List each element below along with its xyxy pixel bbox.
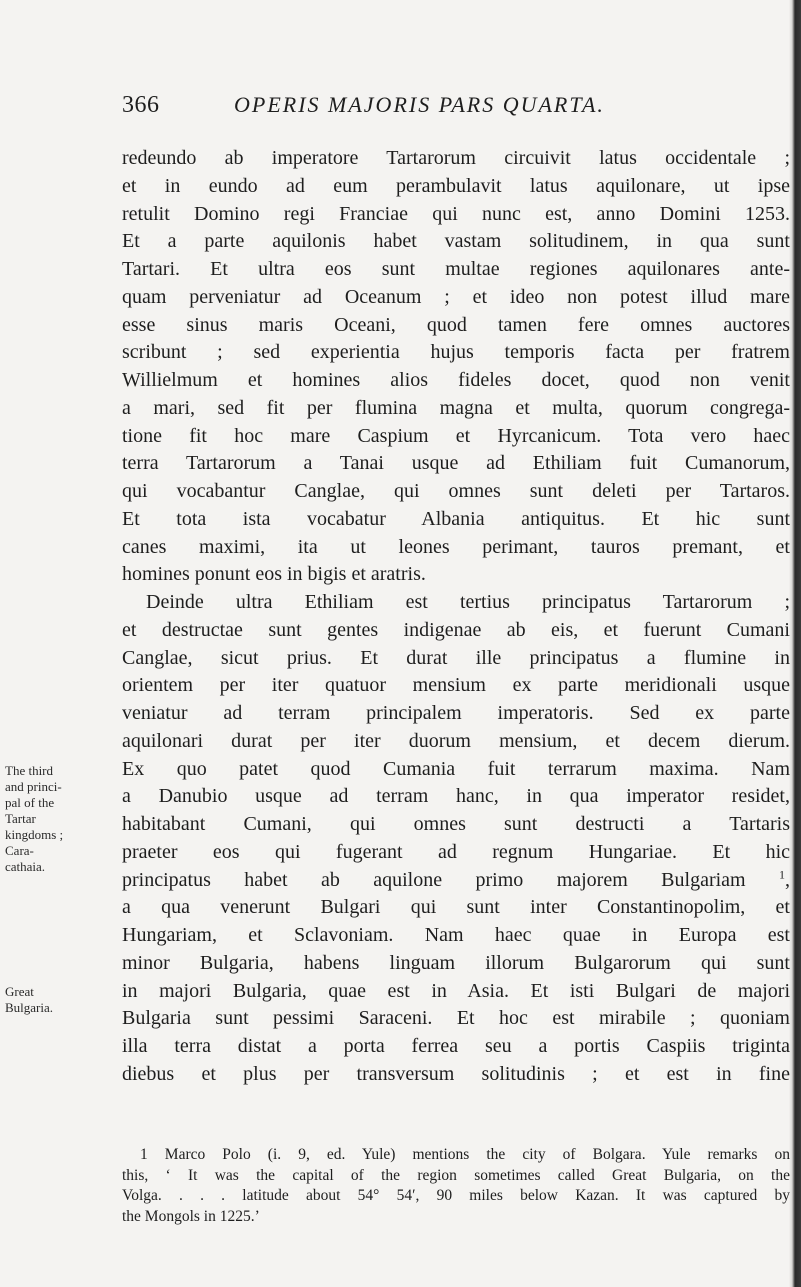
text-line: aquilonari durat per iter duorum mensium, et decem dierum. — [122, 729, 790, 752]
margin-note-line: kingdoms ; — [5, 827, 64, 842]
text-line: Hungariam, et Sclavoniam. Nam haec quae in Europa est — [122, 924, 790, 946]
body-text — [122, 145, 790, 1089]
page-number: 366 — [122, 92, 160, 118]
margin-note-line: Cara- — [5, 843, 34, 858]
footnote-reference: 1 — [779, 866, 786, 881]
page-edge — [789, 0, 801, 1287]
text-line: tione fit hoc mare Caspium et Hyrcanicum. Tota vero haec — [122, 424, 790, 447]
text-line: Deinde ultra Ethiliam est tertius principatus Tartarorum ; — [146, 591, 790, 613]
margin-note-line: The third — [5, 763, 54, 778]
text-line-part: principatus habet ab aquilone primo majorem Bulgariam — [122, 868, 746, 891]
text-line: redeundo ab imperatore Tartarorum circuivit latus occidentale ; — [122, 147, 790, 169]
text-line: et in eundo ad eum perambulavit latus aquilonare, ut ipse — [122, 174, 790, 197]
text-line: praeter eos qui fugerant ad regnum Hungariae. Et hic — [122, 840, 790, 863]
margin-note-line: and princi- — [5, 779, 62, 794]
text-line-with-footnote: principatus habet ab aquilone primo majorem Bulgariam $^1$, — [122, 866, 790, 891]
footnotes — [122, 1145, 790, 1227]
text-line: Ex quo patet quod Cumania fuit terrarum maxima. Nam — [122, 757, 790, 780]
page-header — [122, 92, 762, 122]
footnote-line: 1 Marco Polo (i. 9, ed. Yule) mentions the city of Bolgara. Yule remarks on — [140, 1146, 790, 1163]
margin-note-line: pal of the — [5, 795, 55, 810]
margin-note-third-kingdom — [5, 763, 120, 875]
running-title: OPERIS MAJORIS PARS QUARTA. — [234, 92, 605, 117]
text-line: scribunt ; sed experientia hujus temporis facta per fratrem — [122, 341, 790, 364]
text-line: Bulgaria sunt pessimi Saraceni. Et hoc est mirabile ; quoniam — [122, 1007, 790, 1030]
text-line: diebus et plus per transversum solitudinis ; et est in fine — [122, 1062, 790, 1085]
footnote-line: the Mongols in 1225.’ — [122, 1207, 260, 1225]
footnote-line: this, ‘ It was the capital of the region sometimes called Great Bulgaria, on the — [122, 1166, 790, 1184]
text-line: Et a parte aquilonis habet vastam solitudinem, in qua sunt — [122, 230, 790, 253]
text-line: Tartari. Et ultra eos sunt multae regiones aquilonares ante- — [122, 258, 790, 280]
margin-note-line: Bulgaria. — [5, 1000, 54, 1015]
text-line: orientem per iter quatuor mensium ex parte meridionali usque — [122, 674, 790, 697]
text-line: veniatur ad terram principalem imperatoris. Sed ex parte — [122, 702, 790, 724]
text-line: qui vocabantur Canglae, qui omnes sunt deleti per Tartaros. — [122, 480, 790, 502]
text-line: et destructae sunt gentes indigenae ab eis, et fuerunt Cumani — [122, 618, 790, 641]
text-line: Willielmum et homines alios fideles docet, quod non venit — [122, 369, 790, 391]
text-line: a mari, sed fit per flumina magna et multa, quorum congrega- — [122, 396, 790, 419]
text-line: quam perveniatur ad Oceanum ; et ideo non potest illud mare — [122, 285, 790, 308]
text-line: canes maximi, ita ut leones perimant, tauros premant, et — [122, 535, 790, 558]
text-line: illa terra distat a porta ferrea seu a portis Caspiis triginta — [122, 1035, 790, 1057]
text-line: a qua venerunt Bulgari qui sunt inter Constantinopolim, et — [122, 896, 790, 919]
footnote-line: Volga. . . . latitude about 54° 54′, 90 miles below Kazan. It was captured by — [122, 1187, 790, 1204]
text-line: a Danubio usque ad terram hanc, in qua imperator residet, — [122, 785, 790, 808]
margin-note-great-bulgaria — [5, 984, 120, 1016]
text-line: homines ponunt eos in bigis et aratris. — [122, 563, 426, 586]
text-line: minor Bulgaria, habens linguam illorum Bulgarorum qui sunt — [122, 951, 790, 974]
text-line: in majori Bulgaria, quae est in Asia. Et isti Bulgari de majori — [122, 979, 790, 1002]
text-line: Canglae, sicut prius. Et durat ille principatus a flumine in — [122, 646, 790, 669]
text-line: esse sinus maris Oceani, quod tamen fere omnes auctores — [122, 313, 790, 336]
text-line: Et tota ista vocabatur Albania antiquitus. Et hic sunt — [122, 507, 790, 530]
text-line: terra Tartarorum a Tanai usque ad Ethiliam fuit Cumanorum, — [122, 452, 790, 475]
margin-note-line: Tartar — [5, 811, 36, 826]
margin-note-line: cathaia. — [5, 859, 46, 874]
text-line: retulit Domino regi Franciae qui nunc est, anno Domini 1253. — [122, 202, 790, 225]
text-line: habitabant Cumani, qui omnes sunt destructi a Tartaris — [122, 813, 790, 835]
margin-note-line: Great — [5, 984, 34, 999]
